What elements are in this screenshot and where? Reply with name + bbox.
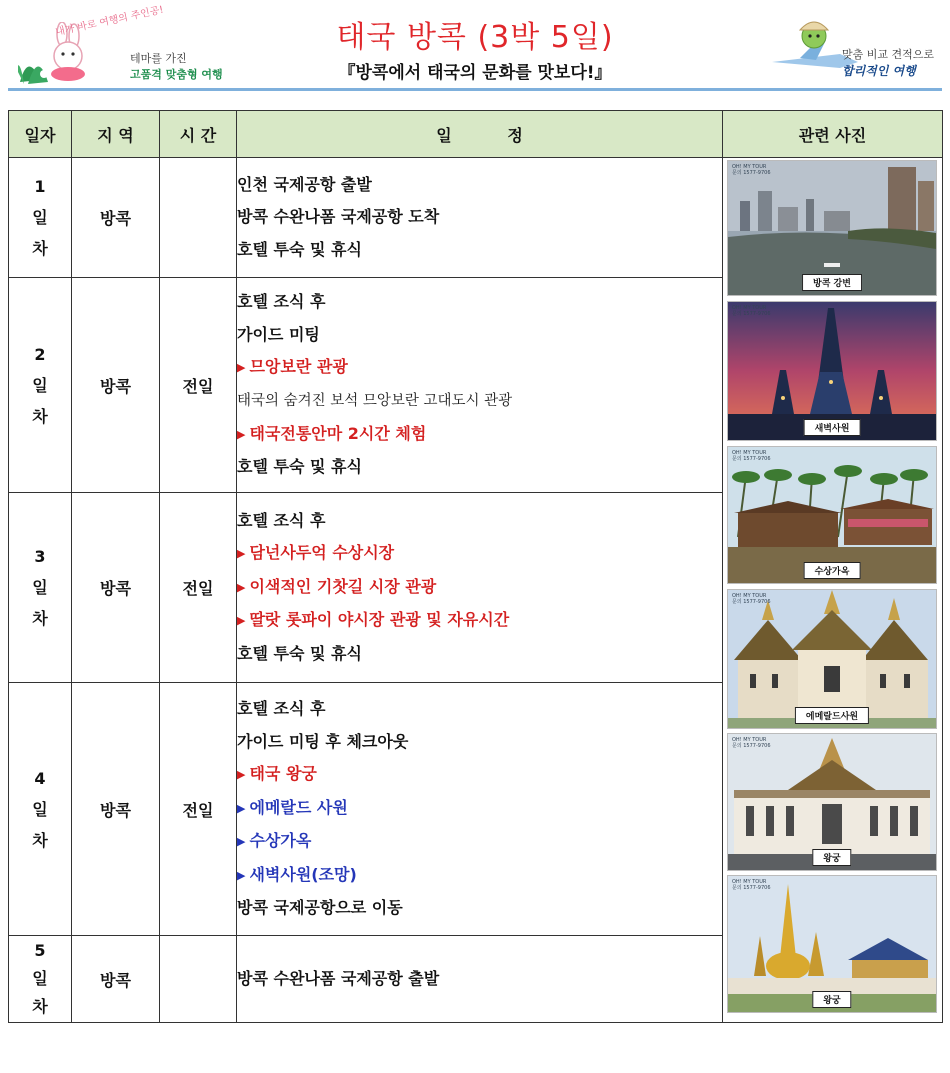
left-logo-tagline: 내가 바로 여행의 주인공!: [54, 4, 165, 39]
day-cell: [9, 683, 72, 936]
col-header-photo: 관련 사진: [723, 111, 943, 158]
schedule-item-highlight: [237, 792, 722, 826]
schedule-item-text: 태국 왕궁: [249, 764, 317, 784]
photo-caption: 왕궁: [812, 849, 851, 866]
photo-watermark: OH! MY TOUR 문의 1577-9706: [732, 450, 771, 462]
schedule-item: 호텔 투숙 및 휴식: [237, 457, 362, 477]
photo-temple-dusk: [727, 301, 937, 441]
schedule-item: 방콕 수완나폼 국제공항 도착: [237, 207, 440, 227]
schedule-item-text: 담넌사두억 수상시장: [249, 543, 395, 563]
photo-watermark: OH! MY TOUR 문의 1577-9706: [732, 164, 771, 176]
photo-city-river: [727, 160, 937, 296]
day-word: 일: [32, 375, 48, 395]
triangle-bullet-icon: ▶: [237, 361, 246, 375]
schedule-item-highlight: [237, 859, 722, 893]
schedule-cell: [237, 936, 723, 1023]
schedule-item-text: 에메랄드 사원: [249, 797, 348, 817]
schedule-item-text: 새벽사원(조망): [249, 864, 357, 884]
schedule-item: 방콕 수완나폼 국제공항 출발: [237, 968, 440, 988]
day-number: 1: [34, 177, 46, 196]
day-word: 일: [32, 799, 48, 819]
triangle-bullet-icon: ▶: [237, 614, 246, 628]
right-logo-line1: 맞춤 비교 견적으로: [842, 48, 935, 61]
left-logo-line2: 고품격 맞춤형 여행: [130, 68, 223, 81]
photo-caption: 에메랄드사원: [795, 707, 869, 724]
photo-caption: 왕궁: [812, 991, 851, 1008]
schedule-item-text: 딸랏 롯파이 야시장 관광 및 자유시간: [249, 610, 510, 630]
itinerary-table: [8, 110, 943, 1023]
schedule-item: 가이드 미팅 후 체크아웃: [237, 731, 409, 751]
schedule-item: 인천 국제공항 출발: [237, 174, 372, 194]
schedule-item: 호텔 조식 후: [237, 698, 326, 718]
header-divider: [8, 88, 942, 91]
day-word: 일: [32, 969, 48, 988]
schedule-item: 호텔 투숙 및 휴식: [237, 239, 362, 259]
col-header-region: 지 역: [72, 111, 160, 158]
time-cell: [160, 158, 237, 278]
photo-floating-houses: [727, 446, 937, 584]
schedule-item-highlight: [237, 758, 722, 792]
day-cell: [9, 936, 72, 1023]
day-word: 일: [32, 578, 48, 597]
region-cell: 방콕: [72, 278, 160, 493]
time-cell: [160, 936, 237, 1023]
brand-logo-right: [770, 10, 942, 88]
schedule-item-highlight: [237, 351, 722, 385]
triangle-bullet-icon: ▶: [237, 580, 246, 594]
time-cell: 전일: [160, 683, 237, 936]
time-cell: 전일: [160, 278, 237, 493]
table-row: [9, 158, 943, 278]
schedule-item-text: 이색적인 기찻길 시장 관광: [249, 576, 437, 596]
schedule-item-text: 태국전통안마 2시간 체험: [249, 423, 427, 443]
schedule-cell: [237, 158, 723, 278]
schedule-item-text: 수상가옥: [249, 831, 312, 851]
region-cell: 방콕: [72, 683, 160, 936]
triangle-bullet-icon: ▶: [237, 801, 246, 815]
region-cell: 방콕: [72, 158, 160, 278]
photo-caption: 수상가옥: [804, 562, 861, 579]
schedule-item-highlight: [237, 537, 722, 571]
photo-watermark: OH! MY TOUR 문의 1577-9706: [732, 593, 771, 605]
photo-column: [723, 158, 943, 1023]
photo-watermark: OH! MY TOUR 문의 1577-9706: [732, 879, 771, 891]
day-word: 차: [32, 997, 48, 1016]
left-logo-line1: 테마를 가진: [130, 52, 187, 65]
day-cell: [9, 278, 72, 493]
triangle-bullet-icon: ▶: [237, 427, 246, 441]
photo-caption: 새벽사원: [804, 419, 861, 436]
page-subtitle: 『방콕에서 태국의 문화를 맛보다!』: [338, 63, 612, 83]
schedule-item-highlight: [237, 418, 722, 452]
region-cell: 방콕: [72, 936, 160, 1023]
schedule-item: 호텔 투숙 및 휴식: [237, 643, 362, 663]
page-title: 태국 방콕 (3박 5일): [336, 20, 614, 55]
photo-golden-chedi: [727, 875, 937, 1013]
col-header-time: 시 간: [160, 111, 237, 158]
day-cell: [9, 158, 72, 278]
day-word: 일: [32, 208, 48, 227]
day-number: 3: [34, 547, 46, 566]
photo-watermark: OH! MY TOUR 문의 1577-9706: [732, 305, 771, 317]
day-cell: [9, 493, 72, 683]
day-word: 차: [32, 406, 48, 426]
schedule-item: 호텔 조식 후: [237, 510, 326, 530]
schedule-item-highlight: [237, 825, 722, 859]
photo-grand-palace: [727, 733, 937, 871]
day-number: 4: [34, 768, 46, 788]
schedule-item-highlight: [237, 571, 722, 605]
day-word: 차: [32, 239, 48, 258]
schedule-item: 방콕 국제공항으로 이동: [237, 898, 403, 918]
schedule-item: 가이드 미팅: [237, 324, 320, 344]
schedule-item-text: 므앙보란 관광: [249, 357, 348, 377]
triangle-bullet-icon: ▶: [237, 835, 246, 849]
schedule-item: 호텔 조식 후: [237, 292, 326, 312]
triangle-bullet-icon: ▶: [237, 547, 246, 561]
right-logo-line2: 합리적인 여행: [842, 64, 916, 78]
day-word: 차: [32, 830, 48, 850]
day-word: 차: [32, 609, 48, 628]
page-header: [0, 0, 950, 92]
day-number: 5: [34, 941, 46, 960]
table-header-row: [9, 111, 943, 158]
schedule-cell: [237, 493, 723, 683]
schedule-item-highlight: [237, 604, 722, 638]
photo-caption: 방콕 강변: [802, 274, 862, 291]
schedule-cell: [237, 278, 723, 493]
triangle-bullet-icon: ▶: [237, 868, 246, 882]
time-cell: 전일: [160, 493, 237, 683]
photo-emerald-temple: [727, 589, 937, 729]
region-cell: 방콕: [72, 493, 160, 683]
schedule-item-note: 태국의 숨겨진 보석 므앙보란 고대도시 관광: [237, 393, 513, 409]
col-header-day: 일자: [9, 111, 72, 158]
col-header-schedule: 일 정: [237, 111, 723, 158]
triangle-bullet-icon: ▶: [237, 768, 246, 782]
photo-watermark: OH! MY TOUR 문의 1577-9706: [732, 737, 771, 749]
day-number: 2: [34, 344, 46, 364]
schedule-cell: [237, 683, 723, 936]
